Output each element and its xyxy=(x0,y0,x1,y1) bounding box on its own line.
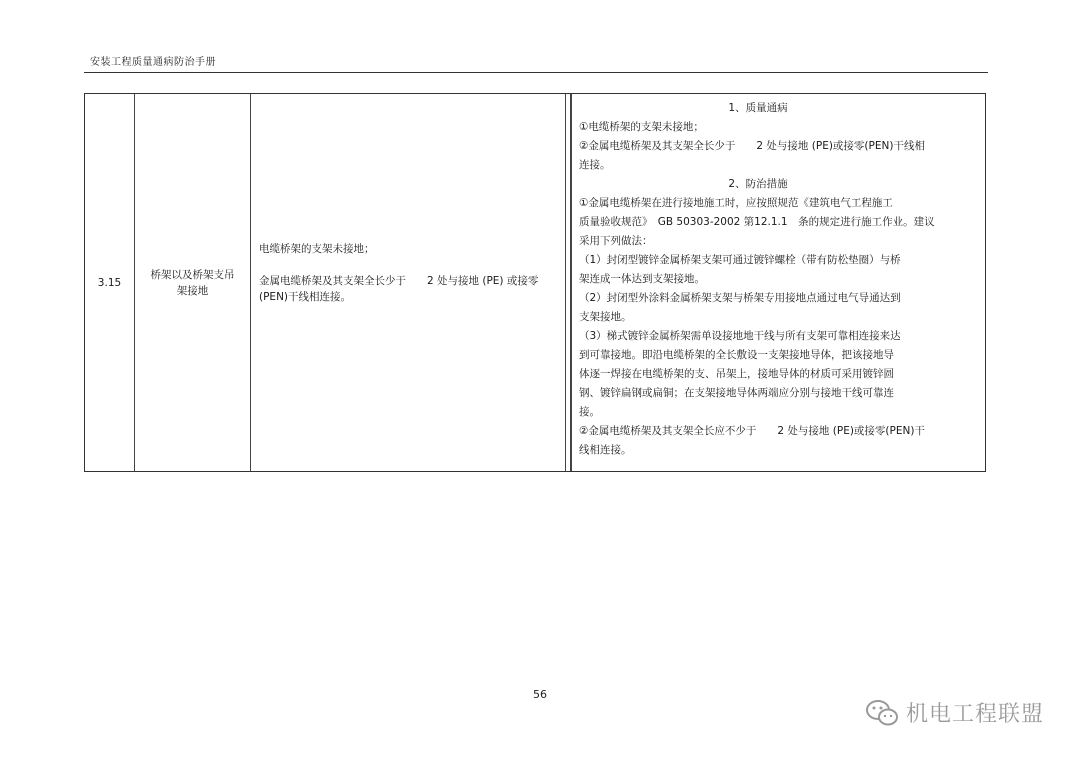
measure-line: 钢、镀锌扁钢或扁铜；在支架接地导体两端应分别与接地干线可靠连 xyxy=(579,387,894,399)
measure-line: 支架接地。 xyxy=(579,311,632,323)
measure-line: ①电缆桥架的支架未接地； xyxy=(579,121,704,133)
measure-line: 线相连接。 xyxy=(579,444,632,456)
wechat-icon xyxy=(864,698,900,728)
defect-description-cell xyxy=(251,94,566,471)
measure-line: 质量验收规范》 GB 50303-2002 第12.1.1 条的规定进行施工作业。建议 xyxy=(579,216,935,228)
watermark xyxy=(864,697,1044,728)
description-line: 电缆桥架的支架未接地； xyxy=(259,243,375,255)
measure-heading: 1、质量通病 xyxy=(728,102,788,114)
item-number: 3.15 xyxy=(97,276,122,289)
item-name-cell xyxy=(135,94,251,471)
measure-line: 采用下列做法： xyxy=(579,235,653,247)
item-number-cell xyxy=(85,94,135,471)
header-divider xyxy=(84,72,988,73)
defect-table xyxy=(84,93,986,472)
page-number: 56 xyxy=(533,688,547,701)
measure-line: ①金属电缆桥架在进行接地施工时，应按照规范《建筑电气工程施工 xyxy=(579,197,893,209)
measure-line: ②金属电缆桥架及其支架全长应不少于 2 处与接地 (PE)或接零(PEN)干 xyxy=(579,425,925,437)
measure-line: 架连成一体达到支架接地。 xyxy=(579,273,705,285)
measure-line: 体逐一焊接在电缆桥架的支、吊架上，接地导体的材质可采用镀锌圆 xyxy=(579,368,894,380)
prevention-measures-cell xyxy=(571,94,985,471)
item-name: 桥架以及桥架支吊架接地 xyxy=(150,268,235,297)
measure-heading: 2、防治措施 xyxy=(728,178,788,190)
measure-line: 到可靠接地。即沿电缆桥架的全长敷设一支架接地导体，把该接地导 xyxy=(579,349,894,361)
measure-line: ②金属电缆桥架及其支架全长少于 2 处与接地 (PE)或接零(PEN)干线相 xyxy=(579,140,925,152)
measure-line: 接。 xyxy=(579,406,600,418)
measure-line: 连接。 xyxy=(579,159,611,171)
measure-line: （1）封闭型镀锌金属桥架支架可通过镀锌螺栓（带有防松垫圈）与桥 xyxy=(579,254,901,266)
measure-line: （2）封闭型外涂料金属桥架支架与桥架专用接地点通过电气导通达到 xyxy=(579,292,901,304)
page-header-title: 安装工程质量通病防治手册 xyxy=(90,57,216,68)
measure-line: （3）梯式镀锌金属桥架需单设接地地干线与所有支架可靠相连接来达 xyxy=(579,330,901,342)
description-line: 金属电缆桥架及其支架全长少于 2 处与接地 (PE) 或接零(PEN)干线相连接。 xyxy=(259,275,539,303)
watermark-text: 机电工程联盟 xyxy=(905,702,1044,727)
